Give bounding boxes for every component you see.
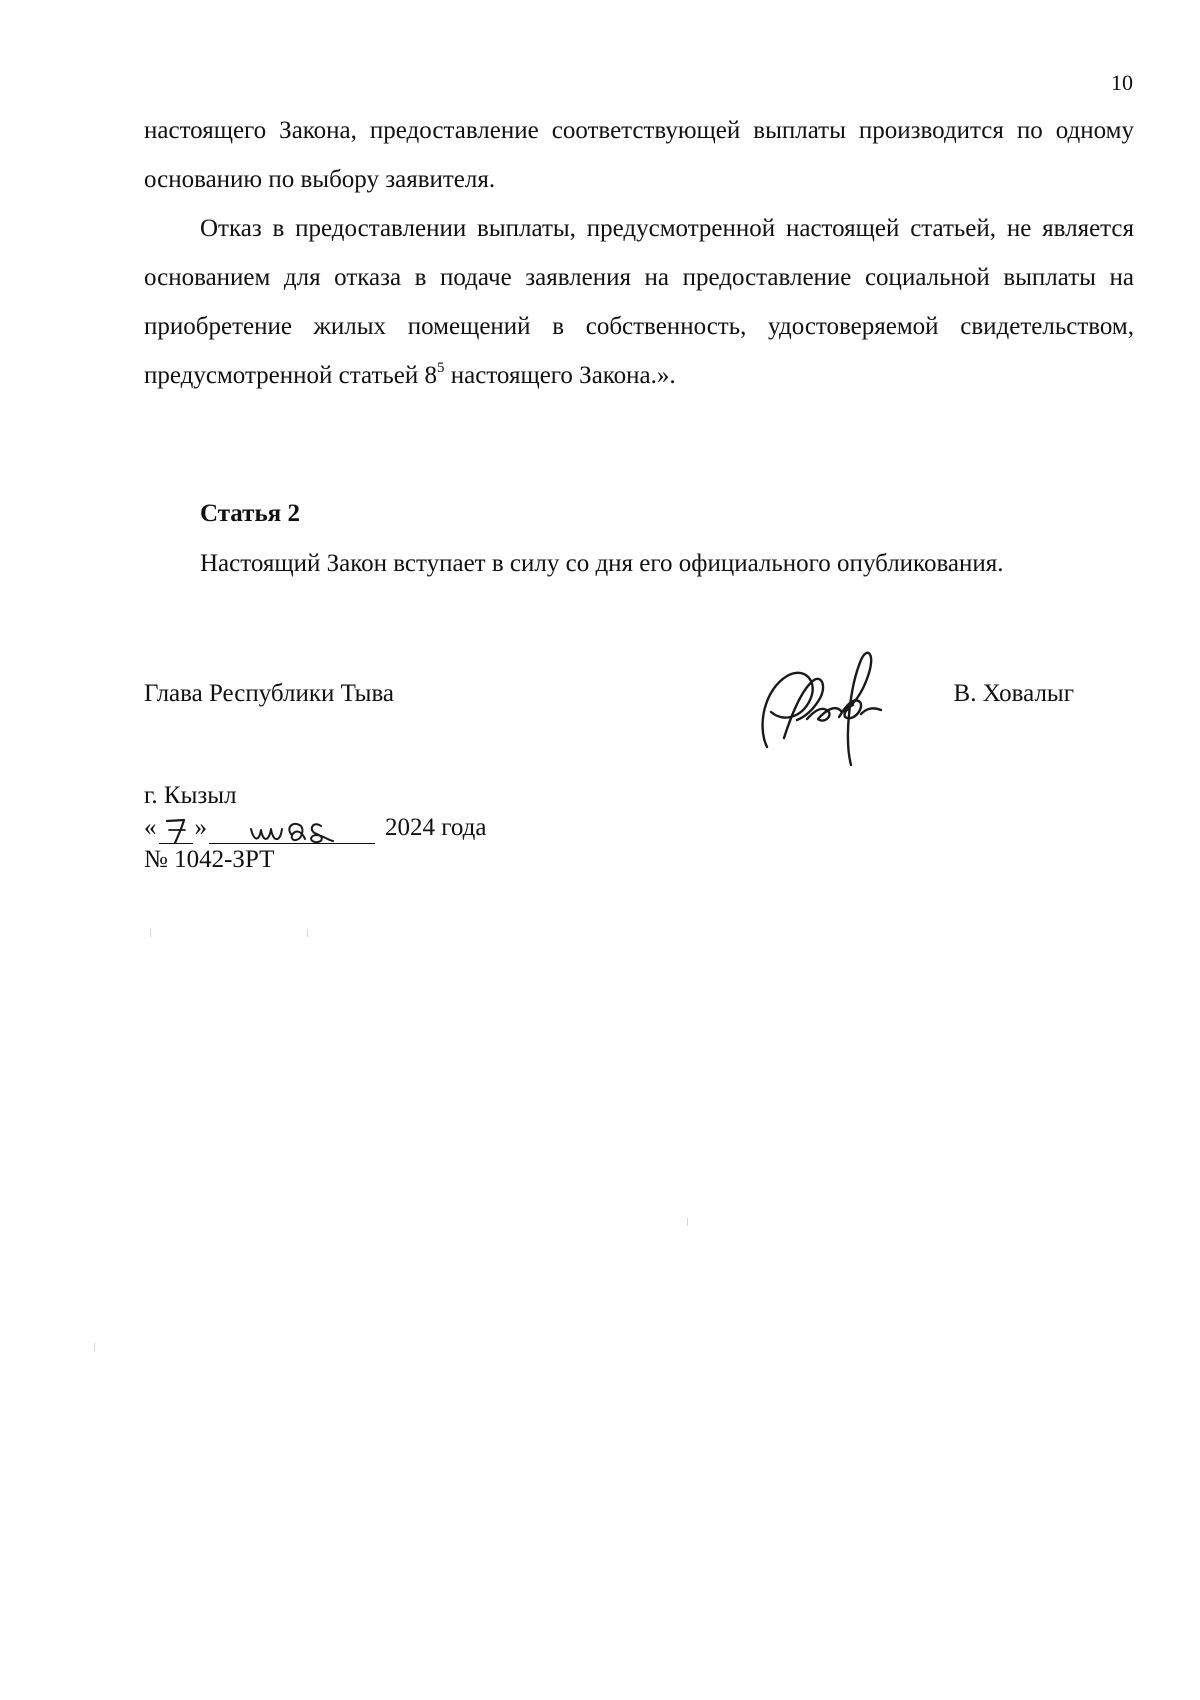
article-superscript: 5 xyxy=(437,359,445,376)
date-opening-quote: « xyxy=(144,814,157,841)
date-line xyxy=(144,812,644,844)
handwritten-month xyxy=(209,812,375,846)
signatory-name: В. Ховалыг xyxy=(953,680,1074,707)
article-2-text: Настоящий Закон вступает в силу со дня его официального опубликования. xyxy=(200,550,1004,577)
scan-mark xyxy=(94,1343,95,1351)
city-line: г. Кызыл xyxy=(144,782,237,809)
handwritten-signature xyxy=(749,642,889,782)
scan-mark xyxy=(150,929,151,937)
refusal-paragraph-ending: настоящего Закона.». xyxy=(444,362,676,389)
scan-mark xyxy=(307,929,308,937)
page-number: 10 xyxy=(1111,70,1133,95)
refusal-paragraph xyxy=(144,204,1134,400)
law-text xyxy=(144,106,1134,400)
handwritten-month-field xyxy=(209,816,375,844)
article-2-title: Статья 2 xyxy=(200,500,300,527)
signatory-position: Глава Республики Тыва xyxy=(144,680,395,707)
refusal-paragraph-main-text: Отказ в предоставлении выплаты, предусмотренной настоящей статьей, не является основанием для отказа в подаче заявления на предоставление социальной выплаты на приобретение жилых помещений в собственность, удостоверяемой свидетельством, предусмотренной статьей 8 xyxy=(144,215,1134,389)
law-number: № 1042-ЗРТ xyxy=(144,846,275,873)
date-closing-quote: » xyxy=(194,814,207,841)
continued-paragraph: настоящего Закона, предоставление соответствующей выплаты производится по одному основанию по выбору заявителя. xyxy=(144,117,1134,193)
handwritten-day-seven xyxy=(159,812,193,846)
handwritten-day-field xyxy=(159,816,193,844)
signature-block xyxy=(144,680,1134,770)
place-date-number xyxy=(144,780,644,876)
scan-mark xyxy=(687,1218,688,1226)
date-year: 2024 года xyxy=(385,814,487,841)
